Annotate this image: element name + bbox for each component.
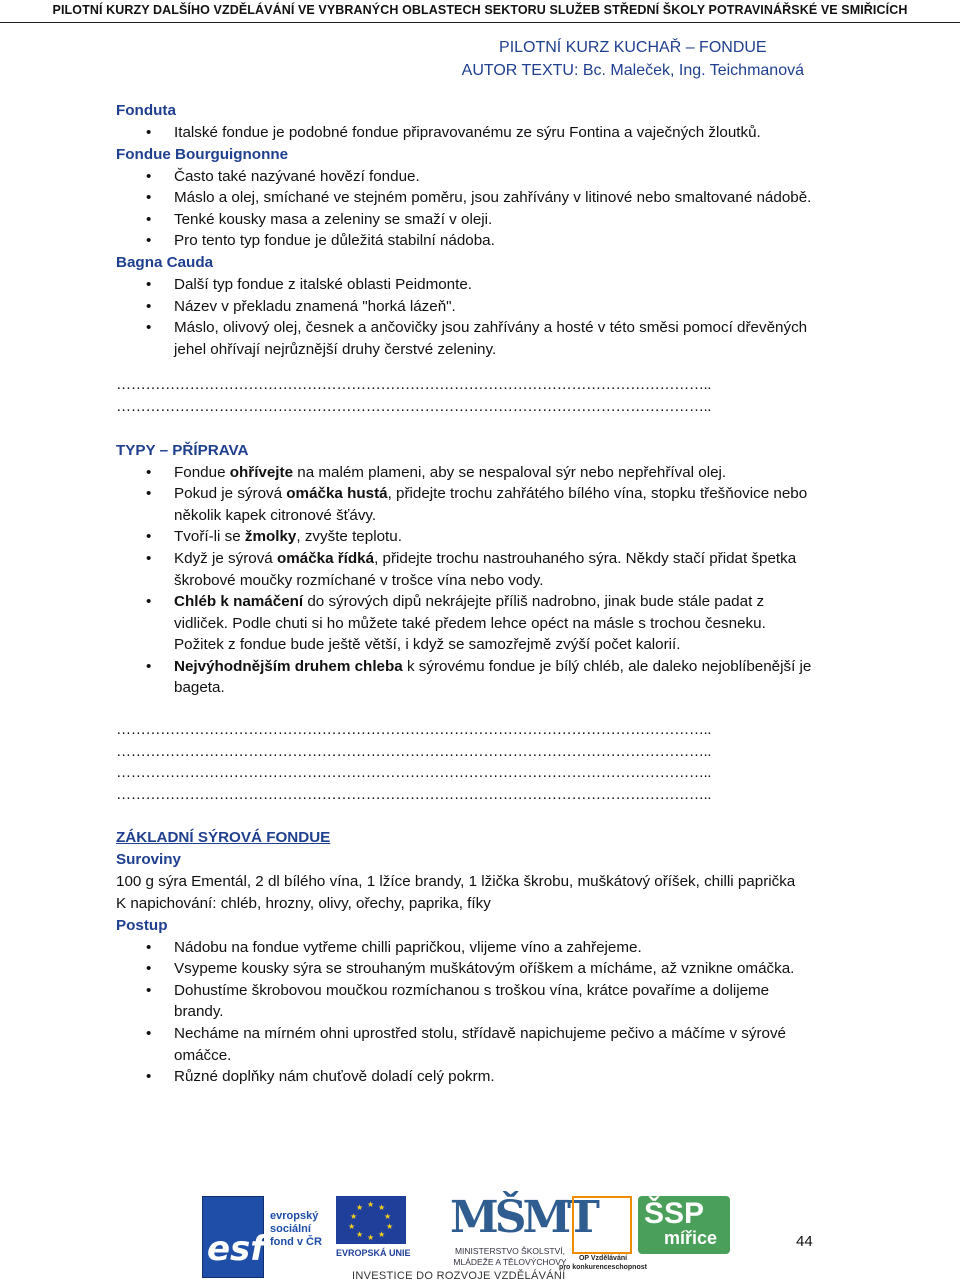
list-item: • Vsypeme kousky sýra se strouhaným muškátovým oříškem a mícháme, až vznikne omáčka. xyxy=(116,958,816,980)
list-item: • Chléb k namáčení do sýrových dipů nekrájejte příliš nadrobno, jinak bude stále padat z vidliček. Podle chuti si ho můžete také předem lehce opéct na másle s trochou česneku. Požitek z fondue bude ještě větší, i když se samozřejmě zvýší počet kalorií. xyxy=(116,591,816,656)
list-item: • Italské fondue je podobné fondue připravovanému ze sýru Fontina a vaječných žloutků. xyxy=(116,122,816,144)
list-item: • Nejvýhodnějším druhem chleba k sýrovému fondue je bílý chléb, ale daleko nejoblíbenější je bageta. xyxy=(116,656,816,699)
eu-logo xyxy=(336,1196,411,1276)
dotted-line: ………………………………………………………………………………………………………….. xyxy=(116,376,711,394)
list-item: • Název v překladu znamená "horká lázeň". xyxy=(116,296,816,318)
list-item: • Tvoří-li se žmolky, zvyšte teplotu. xyxy=(116,526,816,548)
esf-logo xyxy=(202,1196,334,1276)
dotted-line: ………………………………………………………………………………………………………….. xyxy=(116,721,711,739)
author-line: AUTOR TEXTU: Bc. Maleček, Ing. Teichmanová xyxy=(461,62,804,79)
esf-text: evropský sociální fond v ČR xyxy=(270,1210,322,1248)
msmt-mark: MŠMT xyxy=(450,1192,596,1243)
bourguignonne-list xyxy=(116,166,816,252)
ingredients-text: 100 g sýra Ementál, 2 dl bílého vína, 1 lžíce brandy, 1 lžička škrobu, muškátový oříšek, chilli paprička xyxy=(116,873,796,891)
ssp-logo: ŠSP mířice xyxy=(638,1196,730,1254)
list-item: • Další typ fondue z italské oblasti Peidmonte. xyxy=(116,274,816,296)
op-logo xyxy=(559,1196,647,1276)
list-item: • Různé doplňky nám chuťově doladí celý pokrm. xyxy=(116,1066,816,1088)
list-item: • Často také nazývané hovězí fondue. xyxy=(116,166,816,188)
fonduta-list xyxy=(116,122,816,144)
dotted-line: ………………………………………………………………………………………………………….. xyxy=(116,764,711,782)
eu-flag-icon: ★ ★ ★ ★ ★ ★ ★ ★ ★ ★ xyxy=(336,1196,406,1244)
heading-suroviny: Suroviny xyxy=(116,851,181,869)
dotted-line: ………………………………………………………………………………………………………….. xyxy=(116,742,711,760)
list-item: • Pokud je sýrová omáčka hustá, přidejte trochu zahřátého bílého vína, stopku třešňovice nebo několik kapek citronové šťávy. xyxy=(116,483,816,526)
list-item: • Fondue ohřívejte na malém plameni, aby se nespaloval sýr nebo nepřehříval olej. xyxy=(116,462,816,484)
running-header-text: PILOTNÍ KURZY DALŠÍHO VZDĚLÁVÁNÍ VE VYBRANÝCH OBLASTECH SEKTORU SLUŽEB STŘEDNÍ ŠKOLY POTRAVINÁŘSKÉ VE SMIŘICÍCH xyxy=(52,3,908,17)
document-body xyxy=(116,100,816,1088)
list-item: • Necháme na mírném ohni uprostřed stolu, střídavě napichujeme pečivo a máčíme v sýrové omáčce. xyxy=(116,1023,816,1066)
dotted-line: ………………………………………………………………………………………………………….. xyxy=(116,785,711,803)
page-number: 44 xyxy=(796,1233,813,1250)
footer-logos xyxy=(200,1192,800,1285)
heading-postup: Postup xyxy=(116,916,168,934)
heading-bourguignonne: Fondue Bourguignonne xyxy=(116,145,289,163)
list-item: • Když je sýrová omáčka řídká, přidejte trochu nastrouhaného sýra. Někdy stačí přidat špetka škrobové moučky rozmíchané v trošce vína nebo vody. xyxy=(116,548,816,591)
invest-slogan: INVESTICE DO ROZVOJE VZDĚLÁVÁNÍ xyxy=(352,1270,566,1282)
running-header xyxy=(0,0,960,23)
list-item: • Dohustíme škrobovou moučkou rozmíchanou s troškou vína, krátce povaříme a dolijeme brandy. xyxy=(116,980,816,1023)
op-text: OP Vzdělávání pro konkurenceschopnost xyxy=(559,1255,647,1271)
heading-typy-priprava: TYPY – PŘÍPRAVA xyxy=(116,441,249,459)
document-header xyxy=(462,36,804,82)
esf-flag-icon: esf xyxy=(202,1196,264,1278)
list-item: • Nádobu na fondue vytřeme chilli papričkou, vlijeme víno a zahřejeme. xyxy=(116,937,816,959)
heading-fonduta: Fonduta xyxy=(116,102,176,119)
typy-list xyxy=(116,462,816,700)
heading-bagna-cauda: Bagna Cauda xyxy=(116,253,214,271)
list-item: • Máslo, olivový olej, česnek a ančovičky jsou zahřívány a hosté v této směsi pomocí dřevěných jehel ohřívají nejrůznější druhy čerstvé zeleniny. xyxy=(116,317,816,360)
list-item: • Máslo a olej, smíchané ve stejném poměru, jsou zahřívány v litinové nebo smaltované nádobě. xyxy=(116,187,816,209)
op-icon xyxy=(572,1196,632,1254)
steps-list xyxy=(116,937,816,1088)
course-title: PILOTNÍ KURZ KUCHAŘ – FONDUE xyxy=(499,39,767,56)
dipping-text: K napichování: chléb, hrozny, olivy, ořechy, paprika, fíky xyxy=(116,895,491,913)
heading-recipe: ZÁKLADNÍ SÝROVÁ FONDUE xyxy=(116,829,331,847)
list-item: • Pro tento typ fondue je důležitá stabilní nádoba. xyxy=(116,230,816,252)
list-item: • Tenké kousky masa a zeleniny se smaží v oleji. xyxy=(116,209,816,231)
eu-label: EVROPSKÁ UNIE xyxy=(336,1248,411,1258)
msmt-text: MINISTERSTVO ŠKOLSTVÍ, MLÁDEŽE A TĚLOVÝCHOVY xyxy=(453,1246,567,1267)
msmt-logo xyxy=(440,1192,596,1280)
bagna-list xyxy=(116,274,816,360)
dotted-line: ………………………………………………………………………………………………………….. xyxy=(116,397,711,415)
